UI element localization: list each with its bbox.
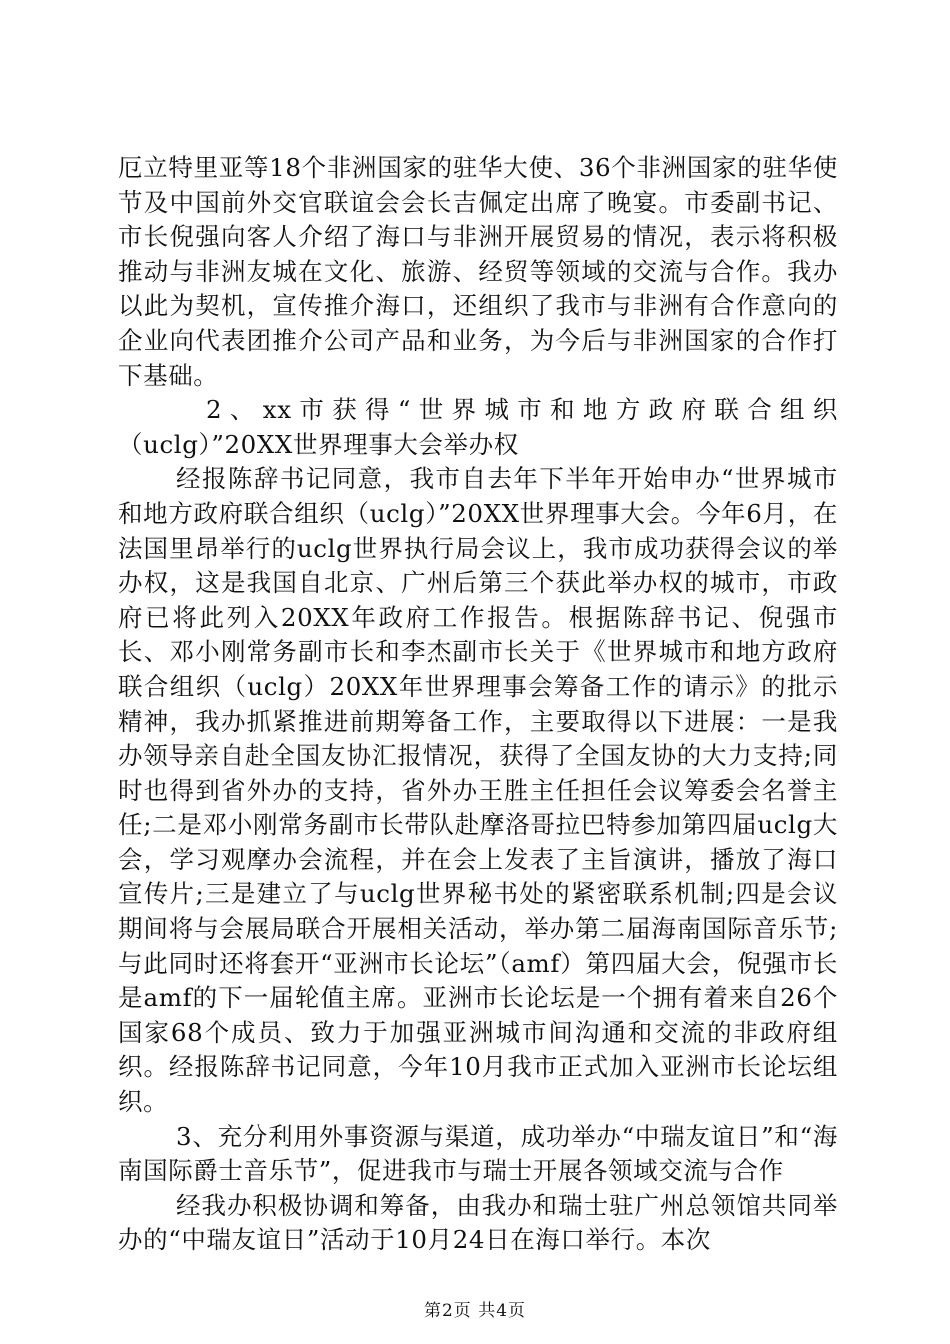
document-body: [118, 151, 838, 1258]
paragraph-sino-swiss-event: 经我办积极协调和筹备，由我办和瑞士驻广州总领馆共同举办的“中瑞友谊日”活动于10月24日在海口举行。本次: [118, 1190, 838, 1255]
paragraph-africa-banquet: 厄立特里亚等18个非洲国家的驻华大使、36个非洲国家的驻华使节及中国前外交官联谊会会长吉佩定出席了晚宴。市委副书记、市长倪强向客人介绍了海口与非洲开展贸易的情况，表示将积极推动与非洲友城在文化、旅游、经贸等领域的交流与合作。我办以此为契机，宣传推介海口，还组织了我市与非洲有合作意向的企业向代表团推介公司产品和业务，为今后与非洲国家的合作打下基础。: [118, 153, 838, 390]
heading-uclg-hosting-right: 2、xx市获得“世界城市和地方政府联合组织（uclg）”20XX世界理事大会举办权: [118, 395, 838, 459]
heading-sino-swiss-friendship-day: 3、充分利用外事资源与渠道，成功举办“中瑞友谊日”和“海南国际爵士音乐节”，促进我市与瑞士开展各领域交流与合作: [118, 1121, 838, 1186]
page-number-footer: 第2页 共4页: [423, 1301, 527, 1321]
paragraph-uclg-progress: 经报陈辞书记同意，我市自去年下半年开始申办“世界城市和地方政府联合组织（uclg）”20XX世界理事大会。今年6月，在法国里昂举行的uclg世界执行局会议上，我市成功获得会议的举办权，这是我国自北京、广州后第三个获此举办权的城市，市政府已将此列入20XX年政府工作报告。根据陈辞书记、倪强市长、邓小刚常务副市长和李杰副市长关于《世界城市和地方政府联合组织（uclg）20XX年世界理事会筹备工作的请示》的批示精神，我办抓紧推进前期筹备工作，主要取得以下进展：一是我办领导亲自赴全国友协汇报情况，获得了全国友协的大力支持;同时也得到省外办的支持，省外办王胜主任担任会议筹委会名誉主任;二是邓小刚常务副市长带队赴摩洛哥拉巴特参加第四届uclg大会，学习观摩办会流程，并在会上发表了主旨演讲，播放了海口宣传片;三是建立了与uclg世界秘书处的紧密联系机制;四是会议期间将与会展局联合开展相关活动，举办第二届海南国际音乐节;与此同时还将套开“亚洲市长论坛”（amf）第四届大会，倪强市长是amf的下一届轮值主席。亚洲市长论坛是一个拥有着来自26个国家68个成员、致力于加强亚洲城市间沟通和交流的非政府组织。经报陈辞书记同意，今年10月我市正式加入亚洲市长论坛组织。: [118, 464, 838, 1117]
